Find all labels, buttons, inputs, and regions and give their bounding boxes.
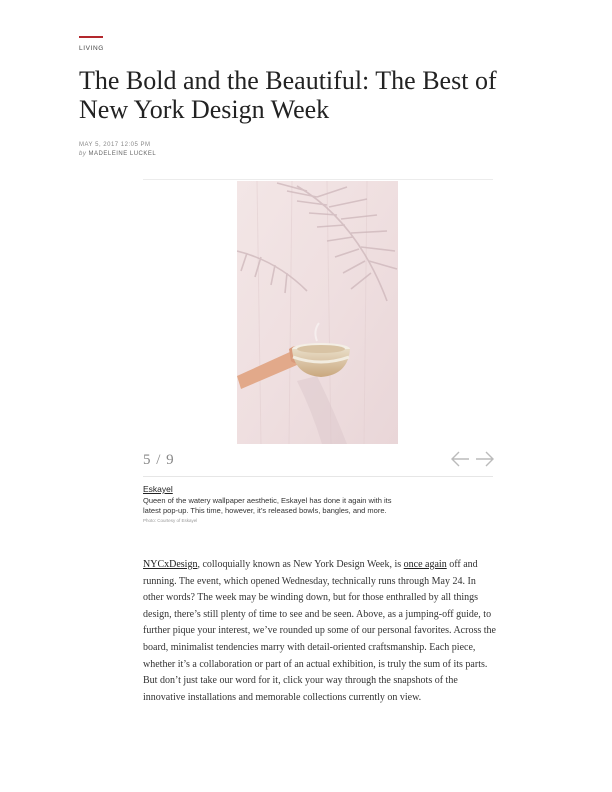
caption-title-link[interactable]: Eskayel [143,484,173,494]
body-text-1: , colloquially known as New York Design Week, is [197,559,404,570]
article-body [143,557,498,706]
body-text-2: off and running. The event, which opened Wednesday, technically runs through May 24. In other words? The week may be winding down, but for those enthralled by all things design, there’s still plenty of time to see and be seen. Above, as a jumping-off guide, to further pique your interest, we’ve rounded up some of our personal favorites. Across the board, minimalist tendencies marry with detail-oriented craftsmanship. Each piece, whether it’s a collaboration or part of an actual exhibition, is truly the sum of its parts. But don’t just take our word for it, click your way through the snapshots of the innovative installations and memorable collections currently on view. [143,559,496,703]
slide-counter: 5 / 9 [143,452,175,468]
article-headline: The Bold and the Beautiful: The Best of New York Design Week [79,66,497,124]
caption-body: Queen of the watery wallpaper aesthetic, Eskayel has done it again with its latest pop-up. This time, however, it’s released bowls, bangles, and more. [143,496,392,515]
byline-prefix: by [79,151,87,157]
section-label[interactable]: LIVING [79,45,104,52]
arrow-right-icon[interactable] [474,449,496,469]
section-accent-rule [79,36,103,38]
arrow-left-icon[interactable] [449,449,471,469]
nycxdesign-link[interactable]: NYCxDesign [143,559,198,570]
article-meta [79,141,156,159]
photo-credit: Photo: Courtesy of Eskayel [143,518,198,523]
publish-date: MAY 5, 2017 12:05 PM [79,142,151,148]
slide-image[interactable] [237,181,398,444]
byline [79,150,156,159]
once-again-link[interactable]: once again [403,559,447,570]
author-name[interactable]: MADELEINE LUCKEL [88,151,157,157]
slideshow-bottom-divider [143,476,493,477]
slide-caption [143,484,408,523]
slideshow-top-divider [143,179,493,180]
